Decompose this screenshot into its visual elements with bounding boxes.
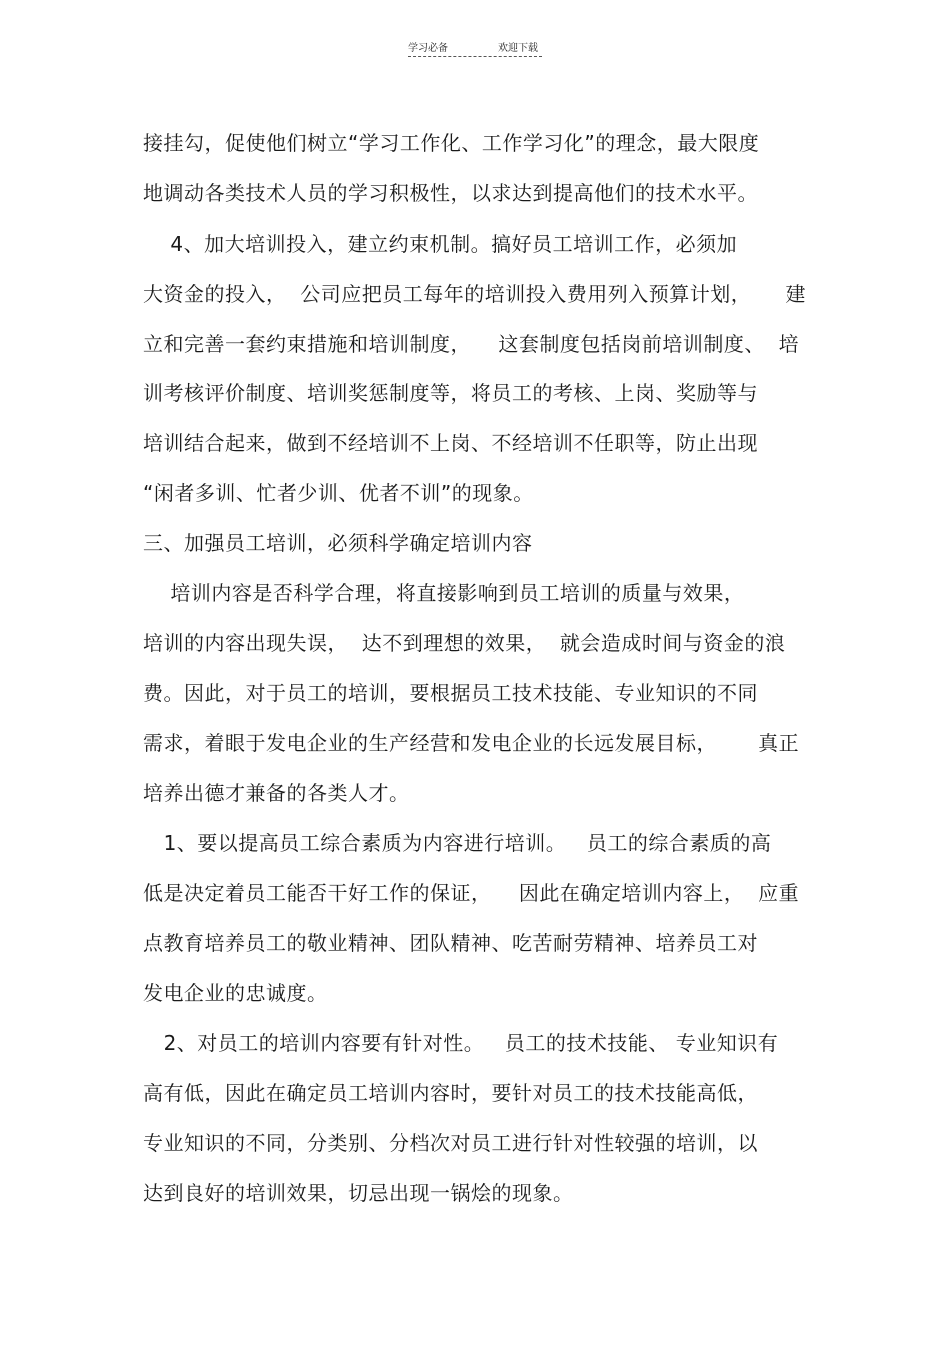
page-header xyxy=(408,38,542,57)
text-line: 培训的内容出现失误， 达不到理想的效果， 就会造成时间与资金的浪 xyxy=(143,631,786,655)
text-line: 立和完善一套约束措施和培训制度， 这套制度包括岗前培训制度、 培 xyxy=(143,332,800,356)
text-line: 4、加大培训投入，建立约束机制。搞好员工培训工作，必须加 xyxy=(143,232,738,256)
text-line: 2、对员工的培训内容要有针对性。 员工的技术技能、 专业知识有 xyxy=(143,1031,779,1055)
text-line: 点教育培养员工的敬业精神、团队精神、吃苦耐劳精神、培养员工对 xyxy=(143,931,758,955)
text-line: 费。因此，对于员工的培训，要根据员工技术技能、专业知识的不同 xyxy=(143,681,758,705)
text-line: 达到良好的培训效果，切忌出现一锅烩的现象。 xyxy=(143,1181,574,1205)
header-right-text: 欢迎下载 xyxy=(498,43,538,54)
text-line: 训考核评价制度、培训奖惩制度等，将员工的考核、上岗、奖励等与 xyxy=(143,381,758,405)
text-line: 地调动各类技术人员的学习积极性，以求达到提高他们的技术水平。 xyxy=(143,181,758,205)
text-line: “闲者多训、忙者少训、优者不训”的现象。 xyxy=(143,481,534,505)
section-heading: 三、加强员工培训，必须科学确定培训内容 xyxy=(143,531,533,555)
text-line: 高有低，因此在确定员工培训内容时，要针对员工的技术技能高低， xyxy=(143,1081,758,1105)
header-left-text: 学习必备 xyxy=(408,43,448,54)
text-line: 1、要以提高员工综合素质为内容进行培训。 员工的综合素质的高 xyxy=(143,831,772,855)
text-line: 培训内容是否科学合理，将直接影响到员工培训的质量与效果， xyxy=(143,581,745,605)
text-line: 专业知识的不同，分类别、分档次对员工进行针对性较强的培训，以 xyxy=(143,1131,758,1155)
text-line: 培训结合起来，做到不经培训不上岗、不经培训不任职等，防止出现 xyxy=(143,431,758,455)
text-line: 培养出德才兼备的各类人才。 xyxy=(143,781,410,805)
text-line: 发电企业的忠诚度。 xyxy=(143,981,328,1005)
text-line: 接挂勾，促使他们树立“学习工作化、工作学习化”的理念，最大限度 xyxy=(143,131,760,155)
text-line: 低是决定着员工能否干好工作的保证， 因此在确定培训内容上， 应重 xyxy=(143,881,800,905)
text-line: 大资金的投入， 公司应把员工每年的培训投入费用列入预算计划， 建 xyxy=(143,282,807,306)
text-line: 需求，着眼于发电企业的生产经营和发电企业的长远发展目标， 真正 xyxy=(143,731,800,755)
